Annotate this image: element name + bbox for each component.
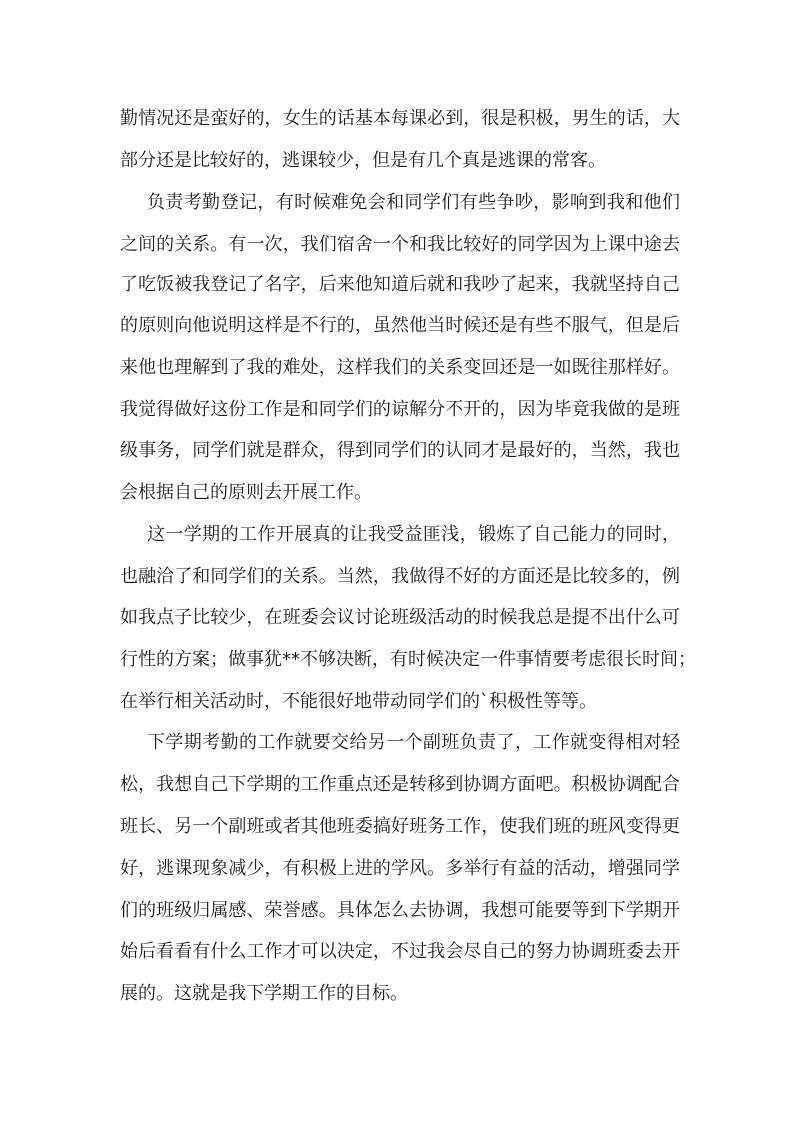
paragraph-3-line-4: 行性的方案；做事犹**不够决断，有时候决定一件事情要考虑很长时间； — [120, 649, 696, 670]
paragraph-2-line-3: 了吃饭被我登记了名字，后来他知道后就和我吵了起来，我就坚持自己 — [120, 274, 680, 295]
paragraph-2-line-6: 我觉得做好这份工作是和同学们的谅解分不开的，因为毕竟我做的是班 — [120, 399, 680, 420]
paragraph-4-line-3: 班长、另一个副班或者其他班委搞好班务工作，使我们班的班风变得更 — [120, 816, 680, 837]
paragraph-2-line-4: 的原则向他说明这样是不行的，虽然他当时候还是有些不服气，但是后 — [120, 315, 680, 336]
paragraph-4-line-1: 下学期考勤的工作就要交给另一个副班负责了，工作就变得相对轻 — [147, 732, 680, 753]
paragraph-2-line-1: 负责考勤登记，有时候难免会和同学们有些争吵，影响到我和他们 — [147, 192, 680, 213]
paragraph-3-line-1: 这一学期的工作开展真的让我受益匪浅，锻炼了自己能力的同时， — [147, 524, 680, 545]
paragraph-1-line-1: 勤情况还是蛮好的，女生的话基本每课必到，很是积极，男生的话，大 — [120, 108, 680, 129]
paragraph-2-line-7: 级事务，同学们就是群众，得到同学们的认同才是最好的，当然，我也 — [120, 440, 680, 461]
paragraph-4-line-5: 们的班级归属感、荣誉感。具体怎么去协调，我想可能要等到下学期开 — [120, 900, 680, 921]
paragraph-4-line-6: 始后看看有什么工作才可以决定，不过我会尽自己的努力协调班委去开 — [120, 941, 680, 962]
paragraph-3-line-3: 如我点子比较少，在班委会议讨论班级活动的时候我总是提不出什么可 — [120, 607, 680, 628]
paragraph-2-line-8: 会根据自己的原则去开展工作。 — [120, 482, 372, 503]
paragraph-2-line-2: 之间的关系。有一次，我们宿舍一个和我比较好的同学因为上课中途去 — [120, 234, 680, 255]
paragraph-1-line-2: 部分还是比较好的，逃课较少，但是有几个真是逃课的常客。 — [120, 150, 606, 171]
paragraph-4-line-4: 好，逃课现象减少，有积极上进的学风。多举行有益的活动，增强同学 — [120, 858, 680, 879]
paragraph-2-line-5: 来他也理解到了我的难处，这样我们的关系变回还是一如既往那样好。 — [120, 357, 680, 378]
paragraph-3-line-2: 也融洽了和同学们的关系。当然，我做得不好的方面还是比较多的，例 — [120, 566, 680, 587]
paragraph-4-line-7: 展的。这就是我下学期工作的目标。 — [120, 983, 408, 1004]
paragraph-3-line-5: 在举行相关活动时，不能很好地带动同学们的`积极性等等。 — [120, 691, 597, 712]
paragraph-4-line-2: 松，我想自己下学期的工作重点还是转移到协调方面吧。积极协调配合 — [120, 774, 680, 795]
